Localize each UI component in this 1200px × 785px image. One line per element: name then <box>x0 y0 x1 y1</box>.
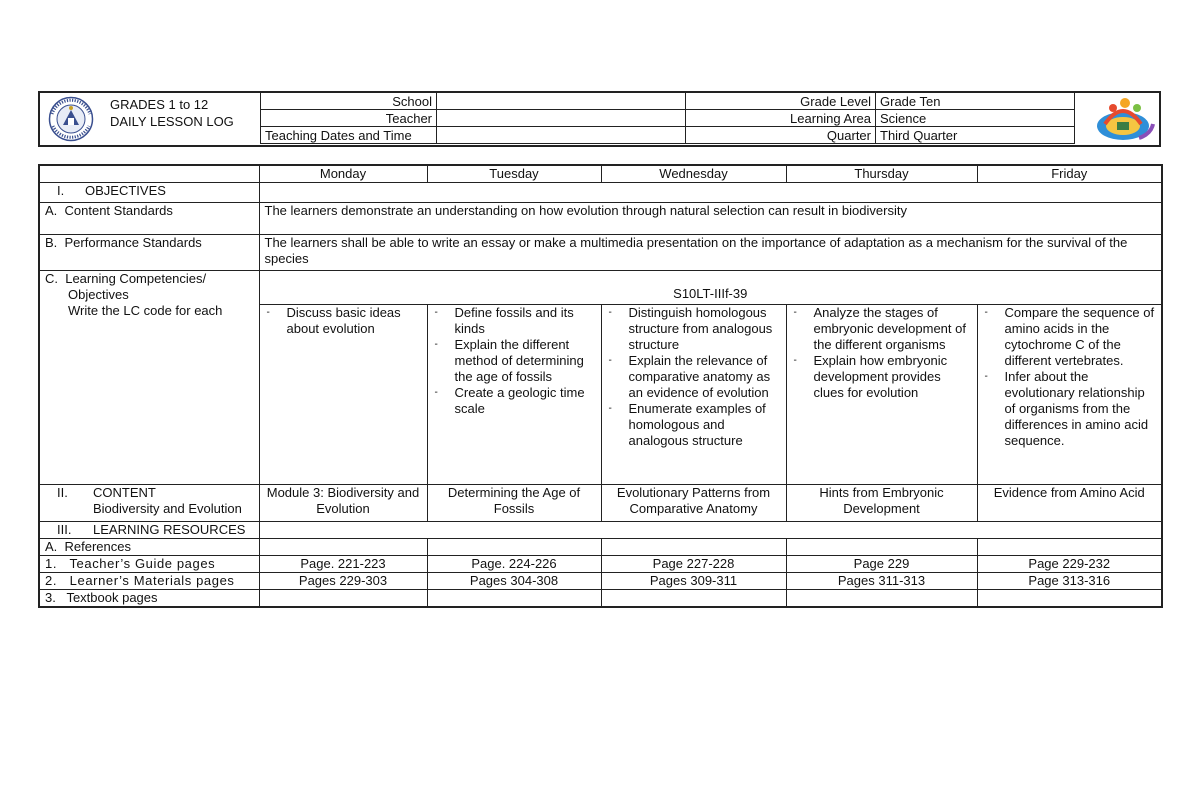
content-subheading: Biodiversity and Evolution <box>93 501 242 516</box>
content-standards-label: A. Content Standards <box>39 203 259 235</box>
days-header-row <box>39 165 1162 183</box>
teacher-label: Teacher <box>261 110 437 127</box>
content-standards-row <box>39 203 1162 235</box>
competency-cell-friday <box>977 305 1162 485</box>
competency-list <box>983 305 1157 449</box>
day-friday: Friday <box>977 165 1162 183</box>
resources-blank <box>259 522 1162 539</box>
objectives-heading-row <box>39 183 1162 203</box>
textbook-row <box>39 590 1162 608</box>
content-title: CONTENT <box>93 485 156 500</box>
empty-corner-cell <box>39 165 259 183</box>
learners-materials-row <box>39 573 1162 590</box>
tg-pages-thursday: Page 229 <box>786 556 977 573</box>
competencies-label-line1: C. Learning Competencies/ <box>45 271 207 286</box>
lc-code: S10LT-IIIf-39 <box>259 271 1162 305</box>
competency-cell-monday <box>259 305 427 485</box>
content-num: II. <box>57 485 68 500</box>
lm-pages-wednesday: Pages 309-311 <box>601 573 786 590</box>
quarter-field[interactable]: Third Quarter <box>876 127 1075 144</box>
references-label: A. References <box>39 539 259 556</box>
objectives-blank <box>259 183 1162 203</box>
log-title: DAILY LESSON LOG <box>110 114 234 129</box>
competency-list <box>265 305 422 337</box>
textbook-label: 3. Textbook pages <box>39 590 259 608</box>
school-label: School <box>261 93 437 110</box>
content-heading <box>39 485 259 522</box>
quarter-label: Quarter <box>686 127 876 144</box>
competency-item: - Analyze the stages of embryonic development of the different organisms <box>814 305 972 353</box>
textbook-cell <box>977 590 1162 608</box>
day-thursday: Thursday <box>786 165 977 183</box>
day-wednesday: Wednesday <box>601 165 786 183</box>
header-title <box>110 96 234 130</box>
competency-item: - Explain the relevance of comparative anatomy as an evidence of evolution <box>629 353 781 401</box>
objectives-heading <box>39 183 259 203</box>
header-block <box>38 91 1161 147</box>
textbook-cell <box>601 590 786 608</box>
references-cell <box>786 539 977 556</box>
colorful-emblem-logo <box>1093 94 1157 146</box>
competency-cell-wednesday <box>601 305 786 485</box>
content-standards-text: The learners demonstrate an understanding on how evolution through natural selection can result in biodiversity <box>259 203 1162 235</box>
references-cell <box>601 539 786 556</box>
day-monday: Monday <box>259 165 427 183</box>
content-topic-friday: Evidence from Amino Acid <box>977 485 1162 522</box>
teacher-field[interactable] <box>437 110 686 127</box>
textbook-cell <box>786 590 977 608</box>
competency-item: - Create a geologic time scale <box>455 385 596 417</box>
competency-item: - Infer about the evolutionary relationship of organisms from the differences in amino acid sequence. <box>1005 369 1157 449</box>
content-topic-monday: Module 3: Biodiversity and Evolution <box>259 485 427 522</box>
tg-pages-tuesday: Page. 224-226 <box>427 556 601 573</box>
competency-item: - Enumerate examples of homologous and analogous structure <box>629 401 781 449</box>
competency-list <box>433 305 596 417</box>
content-topic-wednesday: Evolutionary Patterns from Comparative Anatomy <box>601 485 786 522</box>
school-field[interactable] <box>437 93 686 110</box>
learners-materials-label: 2. Learner’s Materials pages <box>39 573 259 590</box>
teachers-guide-label: 1. Teacher’s Guide pages <box>39 556 259 573</box>
content-row <box>39 485 1162 522</box>
header-info-table <box>260 92 1075 144</box>
competency-item: - Distinguish homologous structure from analogous structure <box>629 305 781 353</box>
competencies-label <box>39 271 259 485</box>
grade-level-label: Grade Level <box>686 93 876 110</box>
content-topic-thursday: Hints from Embryonic Development <box>786 485 977 522</box>
competency-list <box>607 305 781 449</box>
content-topic-tuesday: Determining the Age of Fossils <box>427 485 601 522</box>
competency-item: - Explain the different method of determining the age of fossils <box>455 337 596 385</box>
performance-standards-text: The learners shall be able to write an essay or make a multimedia presentation on the importance of adaptation as a mechanism for the survival of the species <box>259 235 1162 271</box>
teaching-dates-field[interactable] <box>437 127 686 144</box>
lm-pages-friday: Page 313-316 <box>977 573 1162 590</box>
competency-list <box>792 305 972 401</box>
competency-item: - Compare the sequence of amino acids in the cytochrome C of the different vertebrates. <box>1005 305 1157 369</box>
objectives-title: OBJECTIVES <box>85 183 166 198</box>
references-cell <box>427 539 601 556</box>
tg-pages-monday: Page. 221-223 <box>259 556 427 573</box>
teachers-guide-row <box>39 556 1162 573</box>
performance-standards-row <box>39 235 1162 271</box>
references-row <box>39 539 1162 556</box>
objectives-num: I. <box>57 183 65 198</box>
tg-pages-friday: Page 229-232 <box>977 556 1162 573</box>
deped-seal-logo <box>44 96 98 142</box>
teaching-dates-label: Teaching Dates and Time <box>261 127 437 144</box>
competencies-label-line2: Objectives <box>68 287 129 302</box>
competencies-label-line3: Write the LC code for each <box>68 303 223 318</box>
day-tuesday: Tuesday <box>427 165 601 183</box>
lm-pages-tuesday: Pages 304-308 <box>427 573 601 590</box>
grade-level-field[interactable]: Grade Ten <box>876 93 1075 110</box>
grades-label: GRADES 1 to 12 <box>110 97 209 112</box>
performance-standards-label: B. Performance Standards <box>39 235 259 271</box>
resources-heading <box>39 522 259 539</box>
learning-area-field[interactable]: Science <box>876 110 1075 127</box>
resources-heading-row <box>39 522 1162 539</box>
references-cell <box>977 539 1162 556</box>
competency-item: - Discuss basic ideas about evolution <box>287 305 422 337</box>
lc-code-row <box>39 271 1162 305</box>
competency-item: - Explain how embryonic development provides clues for evolution <box>814 353 972 401</box>
textbook-cell <box>259 590 427 608</box>
lesson-log-table <box>38 164 1163 608</box>
competency-item: - Define fossils and its kinds <box>455 305 596 337</box>
lm-pages-thursday: Pages 311-313 <box>786 573 977 590</box>
textbook-cell <box>427 590 601 608</box>
references-cell <box>259 539 427 556</box>
learning-area-label: Learning Area <box>686 110 876 127</box>
resources-num: III. <box>57 522 72 537</box>
competency-cell-tuesday <box>427 305 601 485</box>
resources-title: LEARNING RESOURCES <box>93 522 246 537</box>
lm-pages-monday: Pages 229-303 <box>259 573 427 590</box>
competency-cell-thursday <box>786 305 977 485</box>
tg-pages-wednesday: Page 227-228 <box>601 556 786 573</box>
